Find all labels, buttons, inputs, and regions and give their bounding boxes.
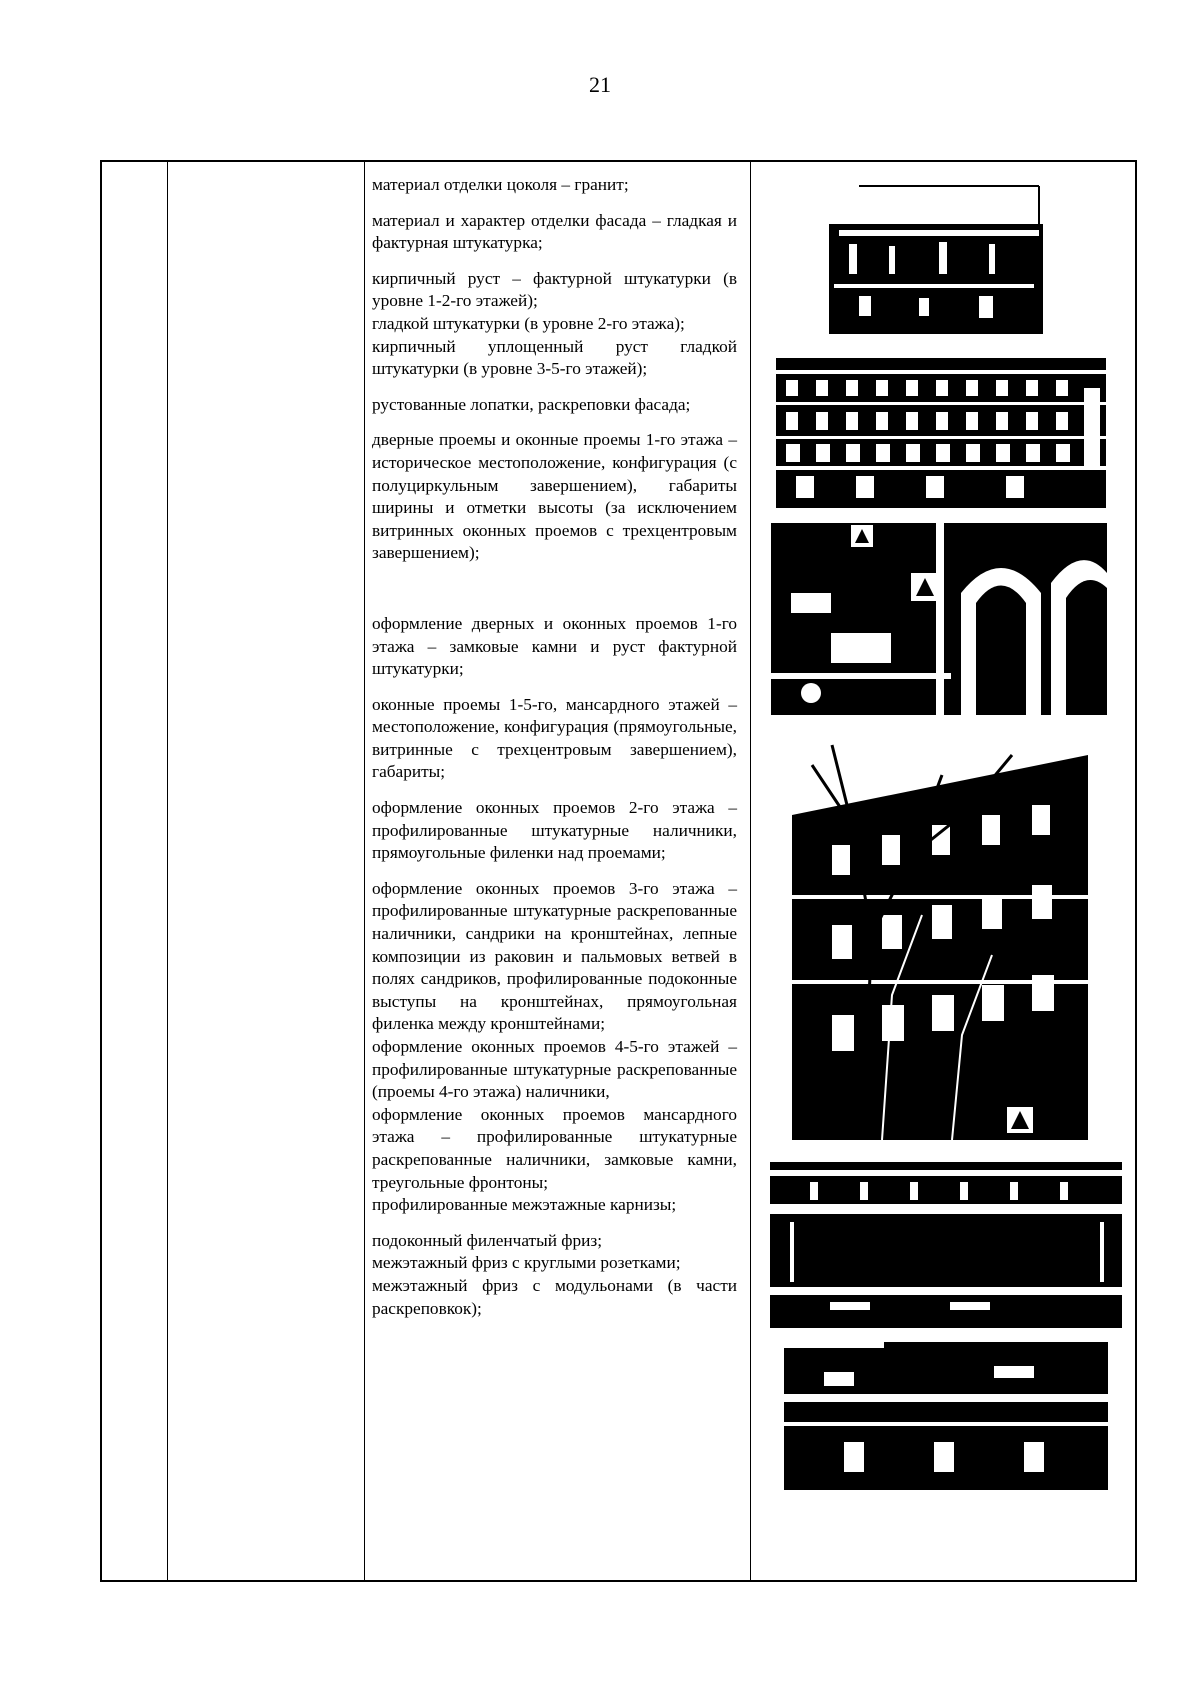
paragraph: материал отделки цоколя – гранит; (372, 175, 629, 194)
photo-cornice-detail (770, 1162, 1122, 1328)
paragraph: оформление дверных и оконных проемов 1-го этажа – замковые камни и руст фактурной штукатурки; (372, 613, 737, 679)
photo-mansard-detail (784, 1342, 1108, 1490)
paragraph: оконные проемы 1-5-го, мансардного этажей – местоположение, конфигурация (прямоугольные, витринные с трехцентровым завершением), габариты; (372, 694, 737, 782)
paragraph: дверные проемы и оконные проемы 1-го этажа – историческое местоположение, конфигурация (с полуциркульным завершением), габариты ширины и отметки высоты (за исключением витринных оконных проемов с трехцентровым завершением); (372, 430, 737, 563)
photo-facade-overview (776, 358, 1106, 508)
column-divider (364, 162, 365, 1580)
photo-ground-floor-arches (771, 523, 1107, 715)
photo-plinth-facade (829, 184, 1043, 344)
paragraph: материал и характер отделки фасада – гладкая и фактурная штукатурка; (372, 210, 737, 253)
column-divider (750, 162, 751, 1580)
photo-upper-floors-trees (792, 735, 1088, 1140)
paragraph: рустованные лопатки, раскреповки фасада; (372, 394, 691, 414)
description-cell (372, 174, 737, 1320)
paragraph: оформление оконных проемов 2-го этажа – профилированные штукатурные наличники, прямоугольные филенки над проемами; (372, 798, 737, 863)
paragraph: подоконный филенчатый фриз; межэтажный фриз с круглыми розетками; межэтажный фриз с модульонами (в части раскреповкок); (372, 1230, 737, 1318)
paragraph: оформление оконных проемов 3-го этажа – профилированные штукатурные раскрепованные наличники, сандрики на кронштейнах, лепные композиции из раковин и пальмовых ветвей в полях сандриков, профилированные подоконные выступы на кронштейнах, прямоугольная филенка между кронштейнами; оформление оконных проемов 4-5-го этажей – профилированные штукатурные раскрепованные (проемы 4-го этажа) наличники, оформление оконных проемов мансардного этажа – профилированные штукатурные раскрепованные наличники, замковые камни, треугольные фронтоны; профилированные межэтажные карнизы; (372, 878, 737, 1215)
column-divider (167, 162, 168, 1580)
page-number: 21 (589, 72, 611, 97)
paragraph: кирпичный руст – фактурной штукатурки (в уровне 1-2-го этажей); гладкой штукатурки (в уровне 2-го этажа); кирпичный уплощенный руст гладкой штукатурки (в уровне 3-5-го этажей); (372, 268, 737, 379)
